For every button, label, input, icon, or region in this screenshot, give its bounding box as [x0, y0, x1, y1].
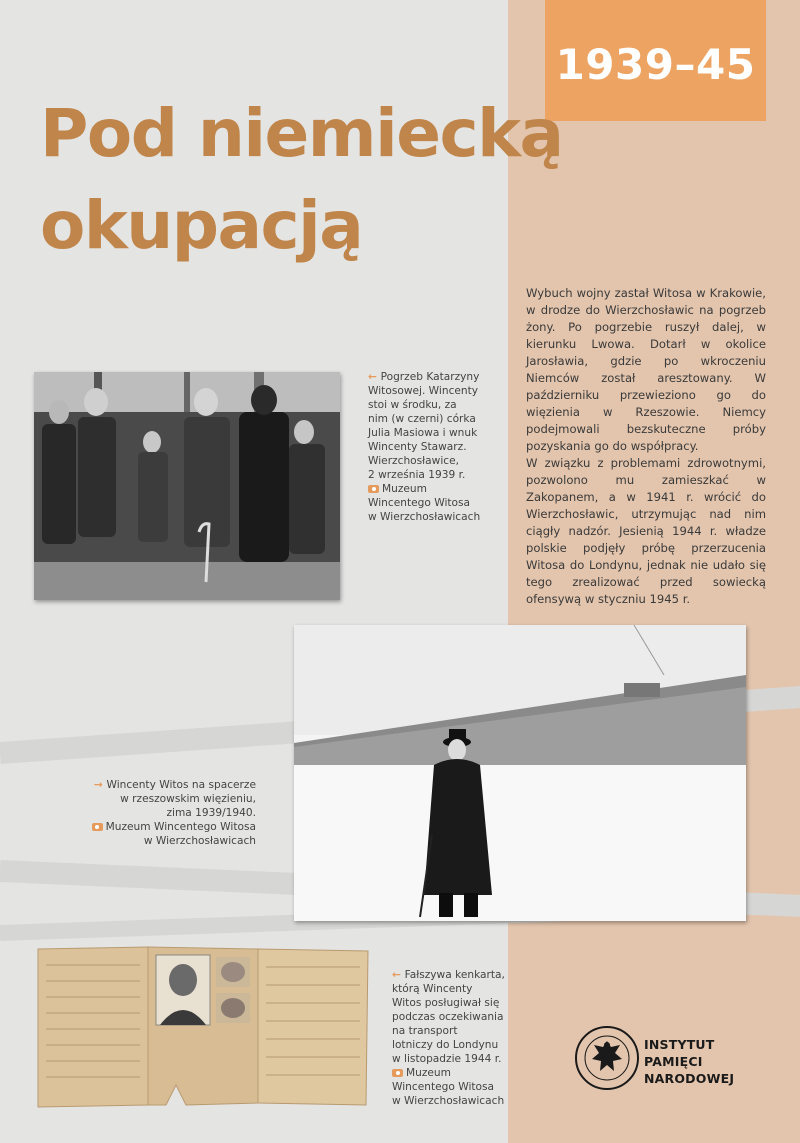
arrow-right-icon: →	[93, 779, 107, 791]
body-text	[526, 285, 766, 608]
caption-text: nim (w czerni) córka	[368, 413, 476, 425]
caption-text: w rzeszowskim więzieniu,	[120, 793, 256, 805]
institution-name-line: NARODOWEJ	[644, 1071, 735, 1086]
year-range: 1939–45	[555, 40, 756, 89]
caption-text: podczas oczekiwania	[392, 1011, 504, 1023]
kenkarte-photo	[36, 945, 372, 1110]
eagle-seal-icon	[574, 1025, 640, 1091]
caption-text: Fałszywa kenkarta,	[404, 969, 505, 981]
caption-source: Muzeum	[382, 483, 427, 495]
prison-photo-image	[294, 625, 746, 921]
caption-source: Muzeum	[406, 1067, 451, 1079]
caption-text: Wincenty Witos na spacerze	[106, 779, 256, 791]
body-paragraph-1: Wybuch wojny zastał Witosa w Krakowie, w drodze do Wierzchosławic na pogrzeb żony. Po pogrzebie ruszył dalej, w kierunku Lwowa. Dotarł w okolice Jarosławia, gdzie po wkroczeniu Niemców został aresztowany. W październiku przewieziono go do więzienia w Rzeszowie. Niemcy podejmowali bezskuteczne próby pozyskania go do współpracy.	[526, 286, 766, 453]
institution-name-line: PAMIĘCI	[644, 1054, 703, 1069]
caption-text: lotniczy do Londynu	[392, 1039, 499, 1051]
caption-text: 2 września 1939 r.	[368, 469, 466, 481]
title-line-1: Pod niemiecką	[40, 95, 563, 172]
caption-text: Witosowej. Wincenty	[368, 385, 479, 397]
ipn-logo	[574, 1025, 754, 1095]
caption-text: Witos posługiwał się	[392, 997, 500, 1009]
kenkarte-caption	[392, 968, 522, 1108]
funeral-photo-image	[34, 372, 340, 600]
kenkarte-image	[36, 945, 372, 1110]
caption-source: w Wierzchosławicach	[368, 511, 481, 523]
caption-text: którą Wincenty	[392, 983, 473, 995]
funeral-caption	[368, 370, 498, 524]
prison-photo	[294, 625, 746, 921]
caption-text: Wierzchosławice,	[368, 455, 459, 467]
title-line-2: okupacją	[40, 187, 363, 264]
caption-text: stoi w środku, za	[368, 399, 457, 411]
camera-icon	[368, 485, 379, 493]
caption-source: w Wierzchosławicach	[392, 1095, 505, 1107]
caption-source: Wincentego Witosa	[392, 1081, 495, 1093]
caption-text: zima 1939/1940.	[166, 807, 256, 819]
institution-name	[644, 1036, 734, 1087]
arrow-left-icon: ←	[368, 371, 381, 383]
arrow-left-icon: ←	[392, 969, 405, 981]
caption-source: Muzeum Wincentego Witosa	[105, 821, 256, 833]
caption-text: Julia Masiowa i wnuk	[368, 427, 478, 439]
body-paragraph-2: W związku z problemami zdrowotnymi, pozwolono mu zamieszkać w Zakopanem, a w 1941 r. wrócić do Wierzchosławic, utrzymując nad nim ciągły nadzór. Jesienią 1944 r. władze polskie podjęły próbę przerzucenia Witosa do Londynu, jednak nie udało się tego zrealizować przed sowiecką ofensywą w styczniu 1945 r.	[526, 456, 766, 606]
funeral-photo	[34, 372, 340, 600]
caption-source: w Wierzchosławicach	[143, 835, 256, 847]
caption-source: Wincentego Witosa	[368, 497, 471, 509]
institution-name-line: INSTYTUT	[644, 1037, 715, 1052]
camera-icon	[92, 823, 103, 831]
caption-text: Pogrzeb Katarzyny	[380, 371, 480, 383]
page-title	[40, 88, 640, 272]
caption-text: na transport	[392, 1025, 458, 1037]
prison-caption	[60, 778, 256, 848]
caption-text: w listopadzie 1944 r.	[392, 1053, 502, 1065]
caption-text: Wincenty Stawarz.	[368, 441, 467, 453]
camera-icon	[392, 1069, 403, 1077]
